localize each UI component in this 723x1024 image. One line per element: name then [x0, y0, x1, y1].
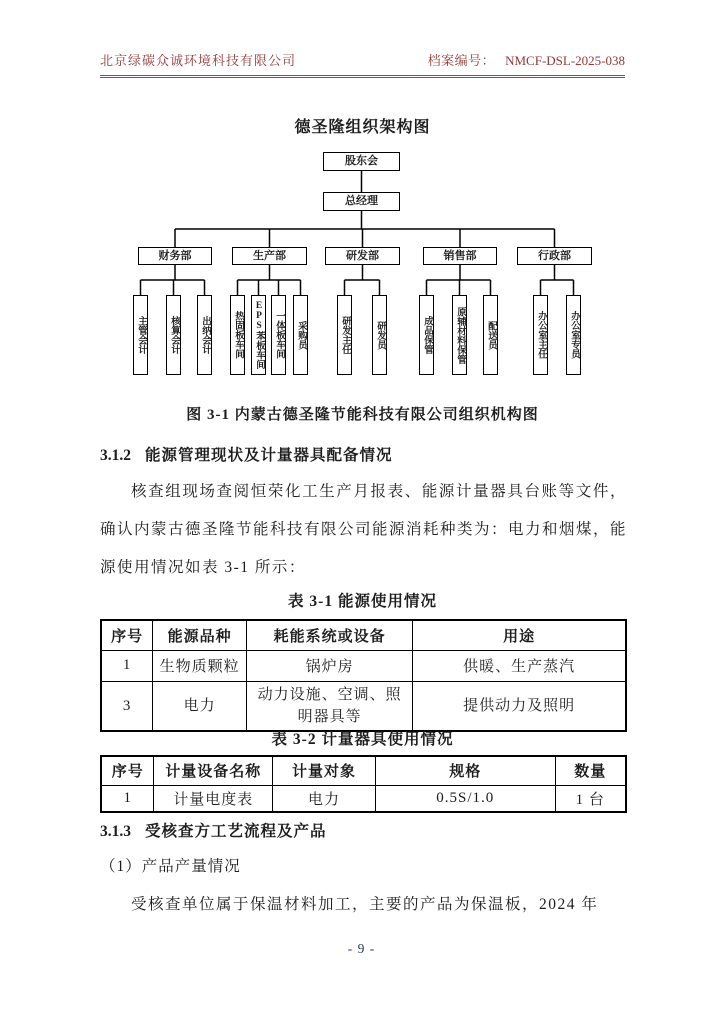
table-3-1 — [100, 619, 627, 732]
table-header-row — [101, 620, 626, 650]
table-header-cell: 能源品种 — [153, 620, 247, 650]
table-cell: 提供动力及照明 — [413, 681, 626, 731]
org-leaf-material-keeper: 原辅材料保管 — [452, 295, 467, 375]
figure-caption: 图 3-1 内蒙古德圣隆节能科技有限公司组织机构图 — [186, 407, 539, 423]
table-header-row — [101, 756, 626, 785]
section-heading-312 — [100, 443, 625, 465]
org-leaf-office-director: 办公室主任 — [533, 295, 548, 375]
paragraph-energy: 核查组现场查阅恒荣化工生产月报表、能源计量器具台账等文件，确认内蒙古德圣隆节能科技有限公司能源消耗种类为：电力和烟煤，能源使用情况如表 3-1 所示： — [100, 483, 628, 576]
org-chart — [100, 108, 625, 400]
page-header — [100, 46, 625, 78]
table-cell: 电力 — [273, 785, 376, 812]
section-heading-313 — [100, 819, 625, 841]
org-chart-title: 德圣隆组织架构图 — [294, 119, 431, 136]
section-title: 受核查方工艺流程及产品 — [145, 823, 327, 840]
archive-label: 档案编号： — [427, 53, 496, 68]
section-number: 3.1.3 — [100, 823, 131, 840]
table-row — [101, 650, 626, 681]
table-cell: 1 — [101, 650, 153, 681]
table-header-cell: 耗能系统或设备 — [247, 620, 413, 650]
org-leaf-product-keeper: 成品保管 — [419, 295, 434, 375]
table-cell: 1 — [101, 785, 154, 812]
archive-number-group — [428, 50, 625, 69]
table-3-2 — [100, 755, 627, 813]
section-number: 3.1.2 — [100, 447, 131, 464]
table-cell: 0.5S/1.0 — [375, 785, 555, 812]
table-header-cell: 序号 — [101, 620, 153, 650]
org-box-shareholders: 股东会 — [323, 152, 400, 171]
org-leaf-cost-accountant: 核算会计 — [166, 295, 181, 375]
org-leaf-panel-workshop: 一体板车间 — [271, 295, 286, 375]
table-header-cell: 用途 — [413, 620, 626, 650]
page-number: - 9 - — [347, 941, 376, 956]
table-row — [101, 681, 626, 731]
table-cell: 3 — [101, 681, 153, 731]
table-cell: 供暖、生产蒸汽 — [413, 650, 626, 681]
table-cell: 动力设施、空调、照明器具等 — [247, 681, 413, 731]
section-title: 能源管理现状及计量器具配备情况 — [145, 447, 393, 464]
org-box-dept-production: 生产部 — [232, 247, 307, 265]
table-header-cell: 计量设备名称 — [154, 756, 273, 785]
table-header-cell: 规格 — [375, 756, 555, 785]
table-cell: 1 台 — [555, 785, 626, 812]
table-3-2-title: 表 3-2 计量器具使用情况 — [271, 731, 454, 748]
org-leaf-distributor: 配送员 — [483, 295, 498, 375]
org-leaf-purchaser: 采购员 — [293, 295, 308, 375]
org-box-dept-admin: 行政部 — [517, 247, 592, 265]
org-box-general-manager: 总经理 — [323, 192, 400, 211]
table-header-cell: 计量对象 — [273, 756, 376, 785]
org-box-dept-finance: 财务部 — [138, 247, 212, 265]
table-cell: 计量电度表 — [154, 785, 273, 812]
org-leaf-rnd-director: 研发主任 — [337, 295, 352, 375]
org-box-dept-sales: 销售部 — [423, 247, 497, 265]
org-leaf-eps-workshop: EPS苯板车间 — [251, 295, 266, 375]
table-cell: 锅炉房 — [247, 650, 413, 681]
org-leaf-cashier-accountant: 出纳会计 — [197, 295, 212, 375]
table-cell: 电力 — [153, 681, 247, 731]
org-leaf-rnd-staff: 研发员 — [372, 295, 387, 375]
company-name: 北京绿碳众诚环境科技有限公司 — [100, 53, 297, 68]
table-cell: 生物质颗粒 — [153, 650, 247, 681]
archive-number: NMCF-DSL-2025-038 — [505, 53, 625, 68]
org-box-dept-rnd: 研发部 — [325, 247, 400, 265]
org-leaf-office-specialist: 办公室专员 — [566, 295, 581, 375]
org-leaf-chief-accountant: 主管会计 — [133, 295, 148, 375]
table-row — [101, 785, 626, 812]
table-header-cell: 数量 — [555, 756, 626, 785]
list-item-product-output: （1）产品产量情况 — [100, 858, 241, 875]
paragraph-product: 受核查单位属于保温材料加工，主要的产品为保温板，2024 年 — [131, 896, 599, 913]
org-leaf-thermoset-workshop: 热固板车间 — [230, 295, 245, 375]
table-3-1-title: 表 3-1 能源使用情况 — [288, 593, 437, 610]
table-header-cell: 序号 — [101, 756, 154, 785]
